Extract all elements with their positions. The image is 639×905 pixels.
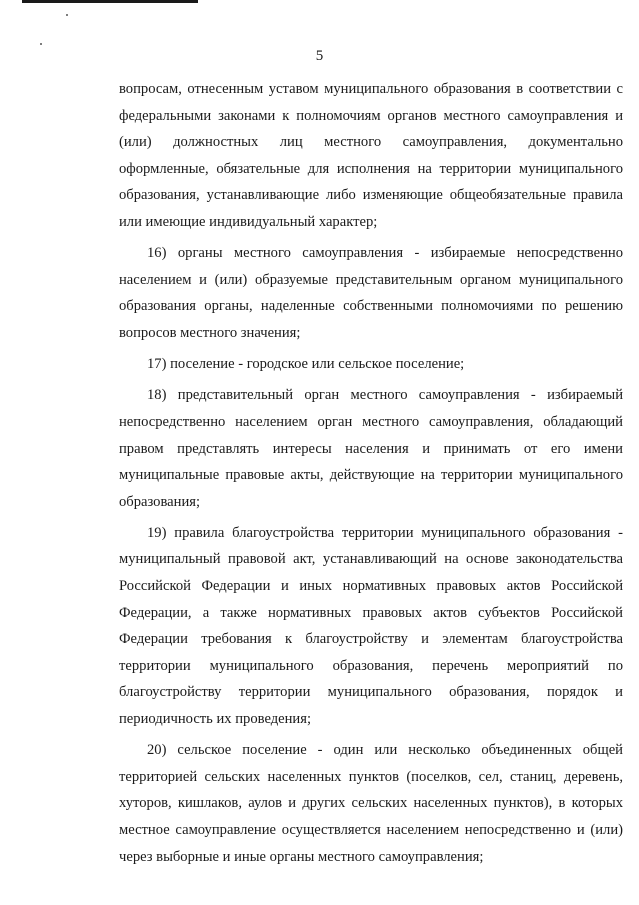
paragraph-item-19: 19) правила благоустройства территории муниципального образования - муниципальный правовой акт, устанавливающий на основе законодательства Российской Федерации и иных нормативных правовых актов Российской Федерации, а также нормативных правовых актов субъектов Российской Федерации требования к благоустройству и элементам благоустройства территории муниципального образования, перечень мероприятий по благоустройству территории муниципального образования, порядок и периодичность их проведения; <box>119 524 623 728</box>
paragraph-continuation: вопросам, отнесенным уставом муниципального образования в соответствии с федеральными законами к полномочиям органов местного самоуправления и (или) должностных лиц местного самоуправления, документально оформленные, обязательные для исполнения на территории муниципального образования, устанавливающие либо изменяющие общеобязательные правила или имеющие индивидуальный характер; <box>119 81 623 230</box>
paragraph-item-18: 18) представительный орган местного самоуправления - избираемый непосредственно населением орган местного самоуправления, обладающий правом представлять интересы населения и принимать от его имени муниципальные правовые акты, действующие на территории муниципального образования; <box>119 387 623 510</box>
document-body <box>119 76 623 875</box>
paragraph-item-16: 16) органы местного самоуправления - избираемые непосредственно населением и (или) образуемые представительным органом муниципального образования органы, наделенные собственными полномочиями по решению вопросов местного значения; <box>119 245 623 341</box>
scan-speck <box>40 43 42 45</box>
scan-top-rule <box>22 0 198 3</box>
paragraph-item-17: 17) поселение - городское или сельское поселение; <box>147 356 465 373</box>
scan-speck <box>66 14 68 16</box>
paragraph-item-20: 20) сельское поселение - один или несколько объединенных общей территорией сельских населенных пунктов (поселков, сел, станиц, деревень, хуторов, кишлаков, аулов и других сельских населенных пунктов), в которых местное самоуправление осуществляется населением непосредственно и (или) через выборные и иные органы местного самоуправления; <box>119 742 623 865</box>
page-number: 5 <box>315 48 324 64</box>
